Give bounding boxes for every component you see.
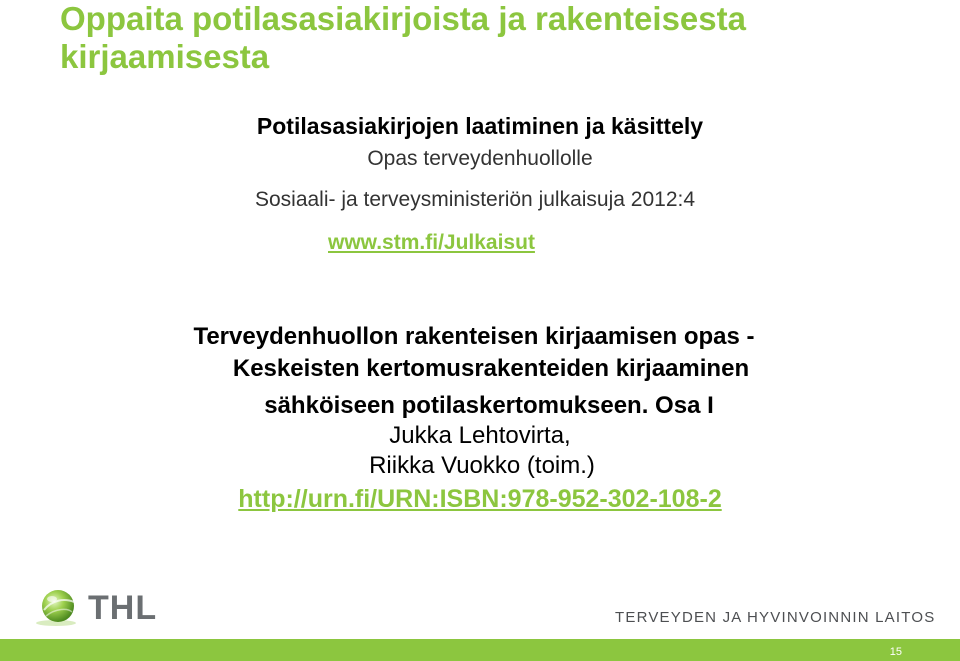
stm-publications-link[interactable]: www.stm.fi/Julkaisut [328, 231, 535, 254]
reference1-series: Sosiaali- ja terveysministeriön julkaisuja 2012:4 [254, 188, 696, 211]
urn-isbn-link[interactable]: http://urn.fi/URN:ISBN:978-952-302-108-2 [238, 485, 722, 513]
reference2-title-line1: Terveydenhuollon rakenteisen kirjaamisen opas - [193, 323, 755, 350]
reference2-title-line2: Keskeisten kertomusrakenteiden kirjaaminen [232, 355, 750, 382]
thl-logo-text: THL [88, 589, 158, 627]
footer-bar [0, 639, 960, 661]
reference2-title-line3: sähköiseen potilaskertomukseen. Osa I [264, 392, 714, 419]
reference1-title: Potilasasiakirjojen laatiminen ja käsittely [256, 113, 704, 139]
reference2-editors-line1: Jukka Lehtovirta, [389, 422, 571, 449]
reference2-editors-line2: Riikka Vuokko (toim.) [369, 452, 595, 479]
slide-title: Oppaita potilasasiakirjoista ja rakenteisesta kirjaamisesta [60, 0, 746, 75]
page-number: 15 [889, 646, 902, 658]
reference1-subtitle: Opas terveydenhuollolle [367, 147, 593, 170]
organization-name: TERVEYDEN JA HYVINVOINNIN LAITOS [615, 609, 936, 626]
